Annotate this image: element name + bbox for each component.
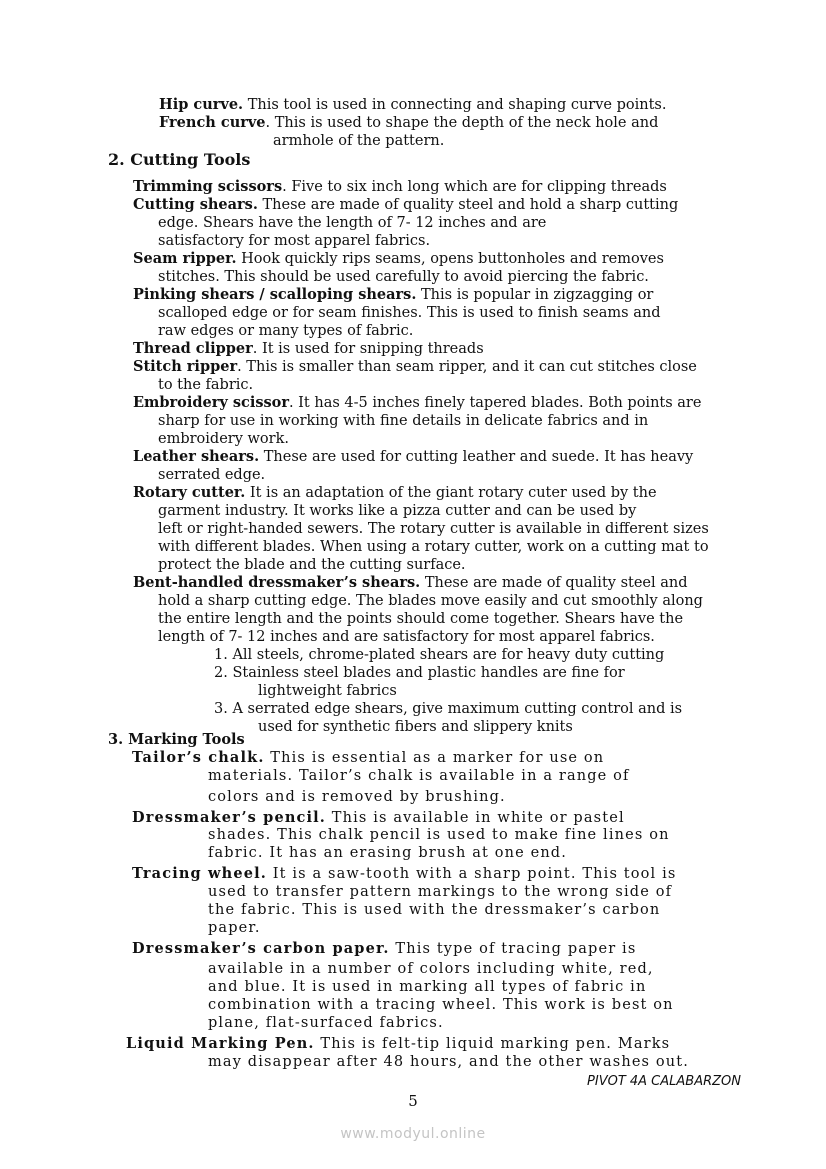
definition: . This is smaller than seam ripper, and it can cut stitches close	[237, 359, 697, 375]
seam-ripper-entry	[133, 250, 664, 268]
text-line: left or right-handed sewers. The rotary cutter is available in different sizes	[158, 521, 709, 537]
term: Thread clipper	[133, 340, 253, 357]
dressmakers-pencil-entry	[132, 809, 625, 827]
shears-entry	[133, 196, 678, 214]
text-line: colors and is removed by brushing.	[208, 789, 506, 805]
french-curve-entry	[159, 114, 658, 132]
definition: It is a saw-tooth with a sharp point. This tool is	[266, 866, 677, 882]
term: Tracing wheel.	[132, 865, 267, 882]
definition: This is felt-tip liquid marking pen. Marks	[314, 1036, 671, 1052]
term: Bent-handled dressmaker’s shears.	[133, 574, 421, 591]
term: Cutting shears.	[133, 196, 258, 213]
definition: . It has 4-5 inches finely tapered blades. Both points are	[288, 395, 702, 411]
term: Leather shears.	[133, 448, 260, 465]
text-line: edge. Shears have the length of 7- 12 inches and are	[158, 215, 547, 231]
section-heading-cutting: 2. Cutting Tools	[108, 150, 251, 169]
text-line: serrated edge.	[158, 467, 266, 483]
text-line: embroidery work.	[158, 431, 289, 447]
text-line: materials. Tailor’s chalk is available in a range of	[208, 768, 630, 784]
definition: This type of tracing paper is	[389, 941, 637, 957]
leather-entry	[133, 448, 693, 466]
text-line: shades. This chalk pencil is used to make fine lines on	[208, 827, 670, 843]
footer-region: PIVOT 4A CALABARZON	[587, 1074, 741, 1089]
term: Dressmaker’s carbon paper.	[132, 940, 390, 957]
definition: This is available in white or pastel	[326, 810, 625, 826]
trimming-entry	[133, 178, 667, 196]
tracing-wheel-entry	[132, 865, 676, 883]
term: French curve	[159, 114, 266, 131]
text-line: with different blades. When using a rotary cutter, work on a cutting mat to	[158, 539, 709, 555]
term: Embroidery scissor	[133, 394, 289, 411]
term: Stitch ripper	[133, 358, 238, 375]
term: Pinking shears / scalloping shears.	[133, 286, 417, 303]
tailors-chalk-entry	[132, 749, 604, 767]
list-item-continued: used for synthetic fibers and slippery knits	[258, 719, 573, 735]
text-line: raw edges or many types of fabric.	[158, 323, 414, 339]
text-line: plane, flat-surfaced fabrics.	[208, 1015, 444, 1031]
text-line: protect the blade and the cutting surface.	[158, 557, 466, 573]
list-item: 3. A serrated edge shears, give maximum cutting control and is	[214, 701, 683, 717]
hip-curve-entry	[159, 96, 666, 114]
list-item: 1. All steels, chrome-plated shears are for heavy duty cutting	[214, 647, 665, 663]
text-line: armhole of the pattern.	[273, 133, 445, 149]
bent-handled-entry	[133, 574, 688, 592]
embroidery-entry	[133, 394, 701, 412]
definition: . This is used to shape the depth of the neck hole and	[265, 115, 659, 131]
definition: This tool is used in connecting and shaping curve points.	[243, 97, 667, 113]
definition: This is essential as a marker for use on	[264, 750, 605, 766]
definition: This is popular in zigzagging or	[416, 287, 654, 303]
definition: These are made of quality steel and hold a sharp cutting	[257, 197, 679, 213]
watermark: www.modyul.online	[340, 1126, 486, 1142]
stitch-ripper-entry	[133, 358, 697, 376]
list-item: 2. Stainless steel blades and plastic handles are fine for	[214, 665, 625, 681]
list-item-continued: lightweight fabrics	[258, 683, 397, 699]
carbon-paper-entry	[132, 940, 636, 958]
text-line: the entire length and the points should come together. Shears have the	[158, 611, 684, 627]
text-line: paper.	[208, 920, 261, 936]
definition: These are used for cutting leather and suede. It has heavy	[259, 449, 694, 465]
text-line: hold a sharp cutting edge. The blades move easily and cut smoothly along	[158, 593, 703, 609]
pinking-entry	[133, 286, 653, 304]
text-line: and blue. It is used in marking all types of fabric in	[208, 979, 647, 995]
text-line: fabric. It has an erasing brush at one end.	[208, 845, 567, 861]
text-line: scalloped edge or for seam finishes. This is used to finish seams and	[158, 305, 661, 321]
term: Rotary cutter.	[133, 484, 246, 501]
text-line: to the fabric.	[158, 377, 254, 393]
text-line: used to transfer pattern markings to the wrong side of	[208, 884, 673, 900]
term: Hip curve.	[159, 96, 244, 113]
text-line: available in a number of colors including white, red,	[208, 961, 654, 977]
text-line: may disappear after 48 hours, and the other washes out.	[208, 1054, 690, 1070]
term: Liquid Marking Pen.	[126, 1035, 315, 1052]
definition: These are made of quality steel and	[420, 575, 688, 591]
text-line: sharp for use in working with fine details in delicate fabrics and in	[158, 413, 649, 429]
liquid-pen-entry	[126, 1035, 670, 1053]
section-heading-marking: 3. Marking Tools	[108, 731, 245, 748]
term: Tailor’s chalk.	[132, 749, 265, 766]
definition: . It is used for snipping threads	[252, 341, 484, 357]
page-number: 5	[408, 1092, 418, 1110]
text-line: garment industry. It works like a pizza cutter and can be used by	[158, 503, 637, 519]
definition: Hook quickly rips seams, opens buttonholes and removes	[236, 251, 664, 267]
text-line: satisfactory for most apparel fabrics.	[158, 233, 431, 249]
text-line: stitches. This should be used carefully to avoid piercing the fabric.	[158, 269, 649, 285]
term: Seam ripper.	[133, 250, 237, 267]
term: Trimming scissors	[133, 178, 283, 195]
term: Dressmaker’s pencil.	[132, 809, 327, 826]
text-line: combination with a tracing wheel. This work is best on	[208, 997, 674, 1013]
text-line: the fabric. This is used with the dressmaker’s carbon	[208, 902, 661, 918]
text-line: length of 7- 12 inches and are satisfactory for most apparel fabrics.	[158, 629, 655, 645]
definition: It is an adaptation of the giant rotary cuter used by the	[245, 485, 657, 501]
thread-clipper-entry	[133, 340, 484, 358]
rotary-entry	[133, 484, 657, 502]
definition: . Five to six inch long which are for clipping threads	[282, 179, 667, 195]
